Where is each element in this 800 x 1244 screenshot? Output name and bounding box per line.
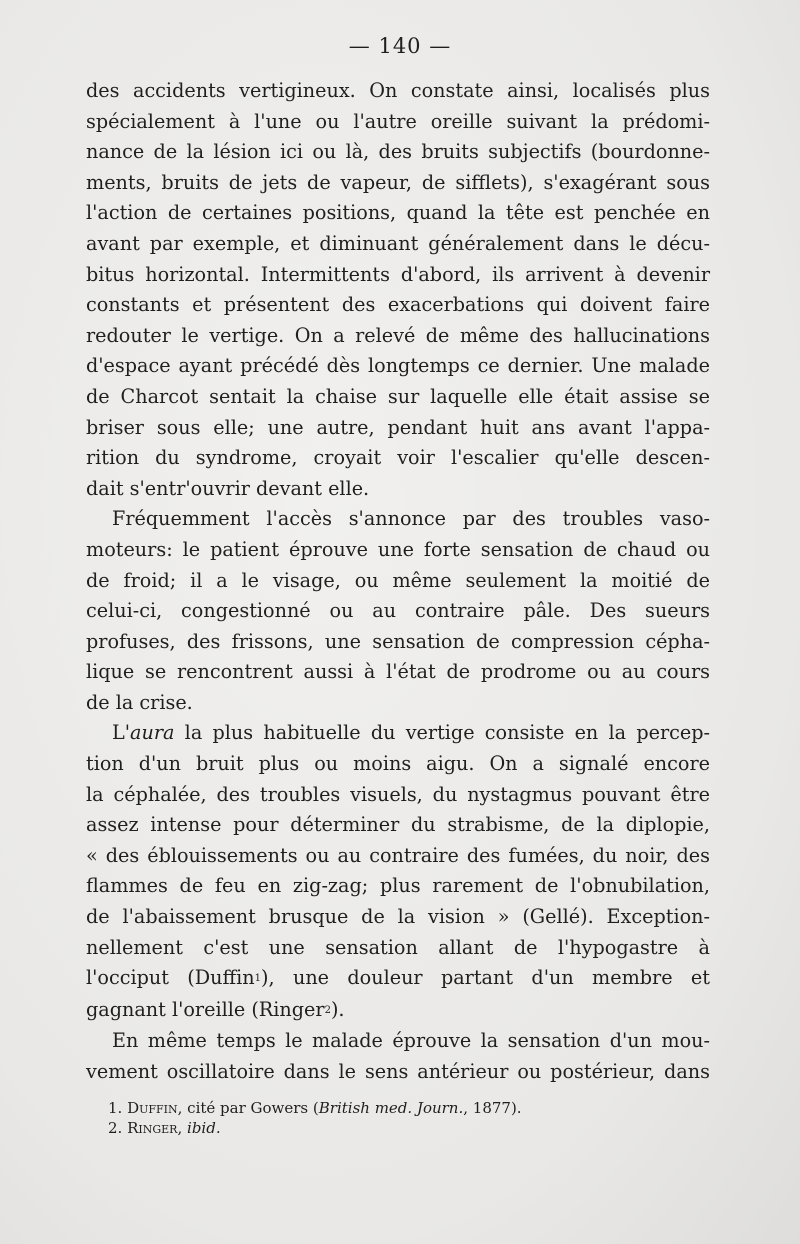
footnote-ref: 2 <box>324 1004 331 1016</box>
text-line: flammes de feu en zig-zag; plus rarement de l'obnubilation, <box>86 874 710 898</box>
footnote-end: , 1877). <box>463 1099 522 1117</box>
text-run: gagnant l'oreille (Ringer <box>86 997 325 1021</box>
text-line: de la crise. <box>86 690 193 714</box>
text-line: Fréquemment l'accès s'annonce par des troubles vaso- <box>112 507 710 531</box>
text-line: bitus horizontal. Intermittents d'abord, ils arrivent à devenir <box>86 262 710 286</box>
text-line <box>86 995 710 1027</box>
text-line: tion d'un bruit plus ou moins aigu. On a signalé encore <box>86 752 710 776</box>
text-line: celui-ci, congestionné ou au contraire pâle. Des sueurs <box>86 599 710 623</box>
text-line: constants et présentent des exacerbations qui doivent faire <box>86 293 710 317</box>
text-line: profuses, des frissons, une sensation de compression cépha- <box>86 629 710 653</box>
body-text <box>86 76 710 1088</box>
text-line: En même temps le malade éprouve la sensation d'un mou- <box>112 1029 710 1053</box>
footnote-text: , <box>177 1119 188 1137</box>
footnote-number: 1. <box>108 1099 123 1117</box>
text-line: moteurs: le patient éprouve une forte sensation de chaud ou <box>86 537 710 561</box>
text-line: « des éblouissements ou au contraire des fumées, du noir, des <box>86 843 710 867</box>
text-line: d'espace ayant précédé dès longtemps ce dernier. Une malade <box>86 354 710 378</box>
text-line: la céphalée, des troubles visuels, du nystagmus pouvant être <box>86 782 710 806</box>
text-run: ). <box>330 997 345 1021</box>
text-line: nance de la lésion ici ou là, des bruits subjectifs (bourdonne- <box>86 140 710 164</box>
text-run: ), une douleur partant d'un membre et <box>261 966 710 990</box>
footnote-author: Duffin <box>127 1099 178 1117</box>
italic-word: aura <box>130 721 175 745</box>
text-line <box>86 963 710 995</box>
text-line: redouter le vertige. On a relevé de même des hallucinations <box>86 323 710 347</box>
text-line: briser sous elle; une autre, pendant huit ans avant l'appa- <box>86 415 710 439</box>
footnote-author: Ringer <box>127 1119 178 1137</box>
footnotes <box>108 1098 588 1138</box>
text-line: des accidents vertigineux. On constate ainsi, localisés plus <box>86 79 710 102</box>
footnote-italic: ibid. <box>187 1119 221 1137</box>
footnote-ref: 1 <box>254 973 262 985</box>
text-line: assez intense pour déterminer du strabisme, de la diplopie, <box>86 813 710 837</box>
text-line: l'action de certaines positions, quand la tête est penchée en <box>86 201 710 225</box>
text-line: vement oscillatoire dans le sens antérieur ou postérieur, dans <box>86 1060 710 1083</box>
text-line: de Charcot sentait la chaise sur laquelle elle était assise se <box>86 384 710 408</box>
text-run: L' <box>112 721 131 745</box>
text-line: ments, bruits de jets de vapeur, de sifflets), s'exagérant sous <box>86 170 710 194</box>
footnote <box>108 1098 588 1118</box>
text-line: rition du syndrome, croyait voir l'escalier qu'elle descen- <box>86 446 710 470</box>
footnote-number: 2. <box>108 1119 123 1137</box>
text-run: l'occiput (Duffin <box>86 966 255 990</box>
text-line: lique se rencontrent aussi à l'état de prodrome ou au cours <box>86 660 710 684</box>
text-line: nellement c'est une sensation allant de l'hypogastre à <box>86 935 710 959</box>
footnote <box>108 1118 588 1138</box>
footnote-italic: British med. Journ. <box>318 1099 464 1117</box>
text-line: spécialement à l'une ou l'autre oreille suivant la prédomi- <box>86 109 710 133</box>
text-line <box>86 718 710 749</box>
text-run: la plus habituelle du vertige consiste en la percep- <box>174 721 710 745</box>
text-line: dait s'entr'ouvrir devant elle. <box>86 476 370 500</box>
text-line: de l'abaissement brusque de la vision » (Gellé). Exception- <box>86 905 710 929</box>
text-line: de froid; il a le visage, ou même seulement la moitié de <box>86 568 710 592</box>
text-line: avant par exemple, et diminuant généralement dans le décu- <box>86 231 710 255</box>
footnote-text: , cité par Gowers ( <box>177 1099 319 1117</box>
page-number: — 140 — <box>348 34 452 58</box>
